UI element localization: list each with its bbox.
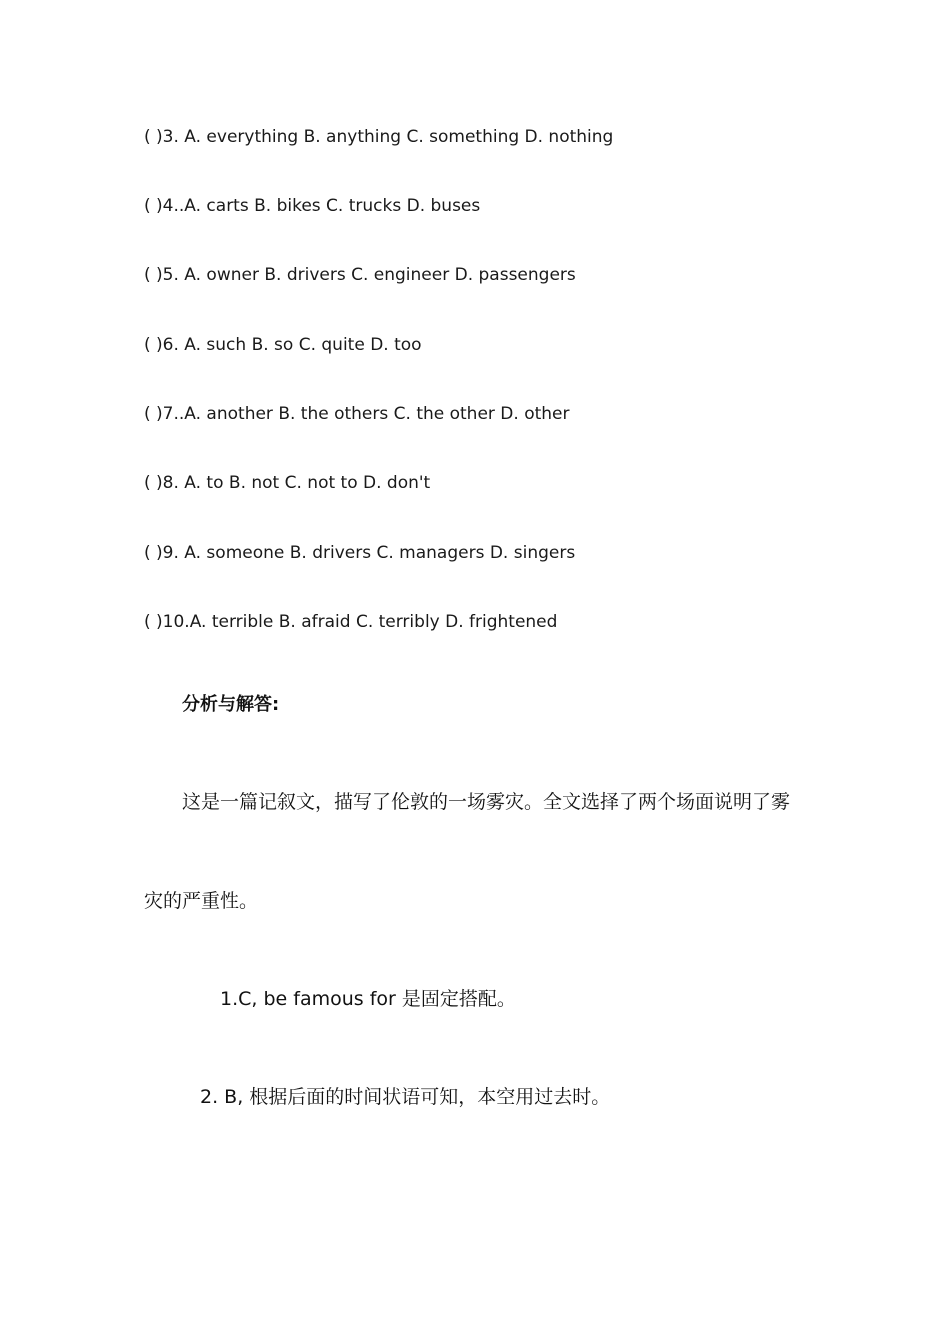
- analysis-intro-line-2: 灾的严重性。: [144, 890, 259, 912]
- analysis-heading: 分析与解答:: [182, 694, 280, 715]
- question-7: ( )7..A. another B. the others C. the other D. other: [144, 404, 570, 424]
- question-6: ( )6. A. such B. so C. quite D. too: [144, 335, 422, 355]
- question-5: ( )5. A. owner B. drivers C. engineer D. passengers: [144, 265, 576, 285]
- answer-1: 1.C, be famous for 是固定搭配。: [220, 988, 516, 1010]
- analysis-intro-line-1: 这是一篇记叙文，描写了伦敦的一场雾灾。全文选择了两个场面说明了雾: [182, 791, 791, 813]
- question-4: ( )4..A. carts B. bikes C. trucks D. buses: [144, 196, 481, 216]
- answer-2: 2. B, 根据后面的时间状语可知，本空用过去时。: [200, 1086, 611, 1108]
- question-8: ( )8. A. to B. not C. not to D. don't: [144, 473, 431, 493]
- question-9: ( )9. A. someone B. drivers C. managers D. singers: [144, 543, 576, 563]
- question-10: ( )10.A. terrible B. afraid C. terribly D. frightened: [144, 612, 558, 632]
- question-3: ( )3. A. everything B. anything C. something D. nothing: [144, 127, 614, 147]
